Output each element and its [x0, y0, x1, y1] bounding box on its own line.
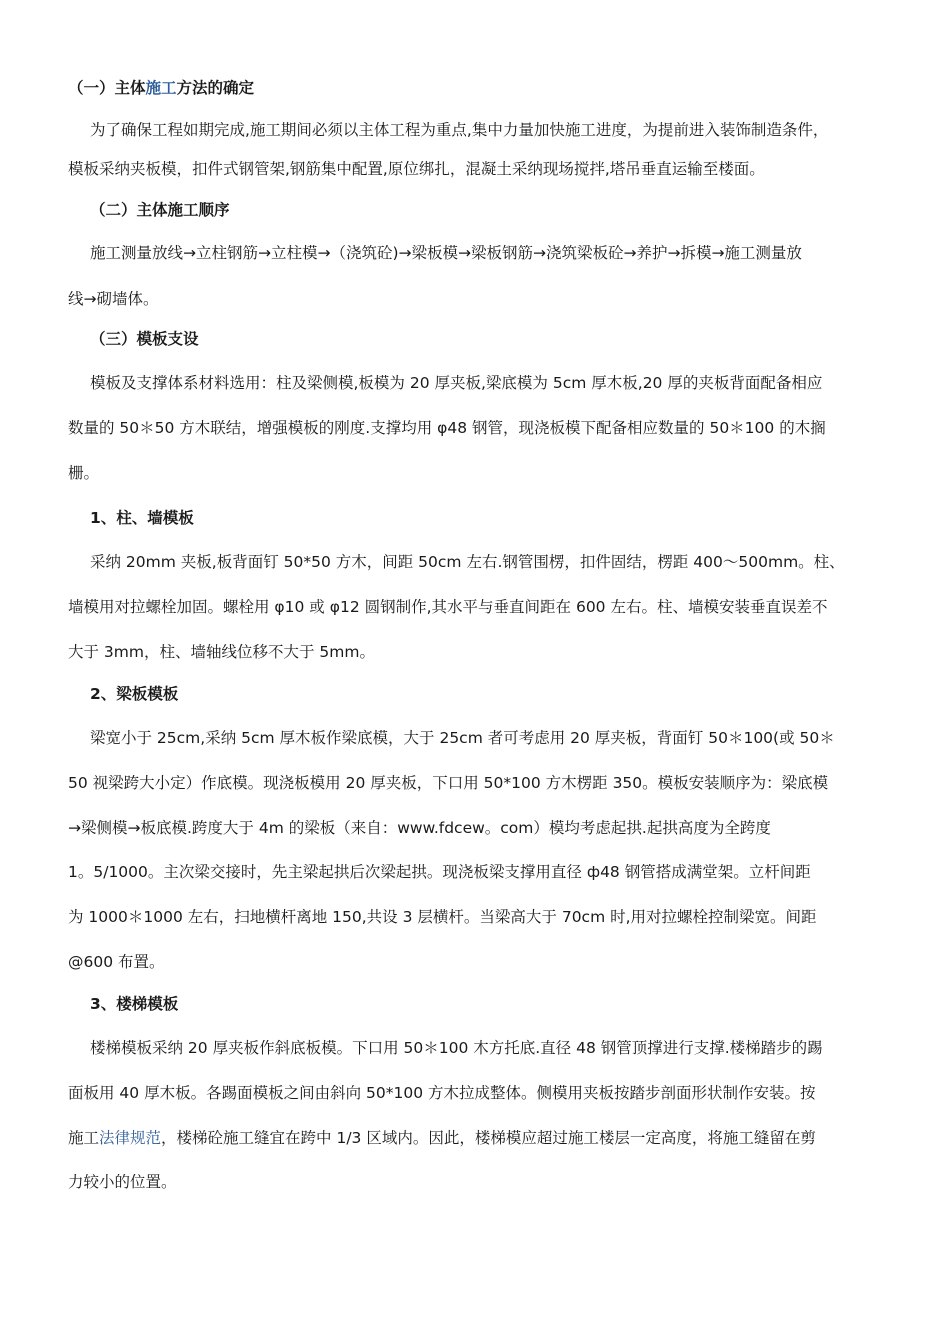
paragraph-line: 为了确保工程如期完成,施工期间必须以主体工程为重点,集中力量加快施工进度，为提前进入装饰制造条件， [90, 121, 829, 139]
heading-link[interactable]: 施工 [145, 79, 177, 97]
paragraph-line: 大于 3mm，柱、墙轴线位移不大于 5mm。 [68, 643, 375, 661]
paragraph-line: 线→砌墙体。 [68, 290, 159, 308]
heading-text: 方法的确定 [176, 79, 255, 97]
paragraph-text: 施工 [68, 1129, 100, 1147]
paragraph-line: 梁宽小于 25cm,采纳 5cm 厚木板作梁底模，大于 25cm 者可考虑用 20 厚夹板，背面钉 50＊100(或 50＊ [90, 729, 835, 747]
section-heading-2: （二）主体施工顺序 [90, 201, 230, 219]
paragraph-text: ，楼梯砼施工缝宜在跨中 1/3 区域内。因此，楼梯模应超过施工楼层一定高度，将施工缝留在剪 [161, 1129, 816, 1147]
paragraph-line: 50 视梁跨大小定）作底模。现浇板模用 20 厚夹板，下口用 50*100 方木楞距 350。模板安装顺序为：梁底模 [68, 774, 829, 792]
paragraph-line: 面板用 40 厚木板。各踢面模板之间由斜向 50*100 方木拉成整体。侧模用夹板按踏步剖面形状制作安装。按 [68, 1084, 816, 1102]
subsection-heading-1: 1、柱、墙模板 [90, 509, 194, 527]
law-standard-link[interactable]: 法律规范 [99, 1129, 162, 1147]
paragraph-line: 模板采纳夹板模，扣件式钢管架,钢筋集中配置,原位绑扎，混凝土采纳现场搅拌,塔吊垂直运输至楼面。 [68, 160, 765, 178]
paragraph-line: 1。5/1000。主次梁交接时，先主梁起拱后次梁起拱。现浇板梁支撑用直径 ф48 钢管搭成满堂架。立杆间距 [68, 863, 811, 881]
paragraph-line: 模板及支撑体系材料选用：柱及梁侧模,板模为 20 厚夹板,梁底模为 5cm 厚木板,20 厚的夹板背面配备相应 [90, 374, 823, 392]
paragraph-line: 施工测量放线→立柱钢筋→立柱模→（浇筑砼)→梁板模→梁板钢筋→浇筑梁板砼→养护→拆模→施工测量放 [90, 244, 802, 262]
paragraph-line: 为 1000＊1000 左右，扫地横杆离地 150,共设 3 层横杆。当梁高大于 70cm 时,用对拉螺栓控制梁宽。间距 [68, 908, 817, 926]
subsection-heading-2: 2、梁板模板 [90, 685, 179, 703]
paragraph-line: 采纳 20mm 夹板,板背面钉 50*50 方木，间距 50cm 左右.钢管围楞，扣件固结，楞距 400～500mm。柱、 [90, 553, 845, 571]
subsection-heading-3: 3、楼梯模板 [90, 995, 179, 1013]
heading-text: （一）主体 [68, 79, 146, 97]
section-heading-3: （三）模板支设 [90, 330, 199, 348]
paragraph-line: 栅。 [68, 464, 100, 482]
paragraph-line: 墙模用对拉螺栓加固。螺栓用 φ10 或 φ12 圆钢制作,其水平与垂直间距在 600 左右。柱、墙模安装垂直误差不 [68, 598, 828, 616]
section-heading-1 [68, 77, 888, 99]
paragraph-line: 楼梯模板采纳 20 厚夹板作斜底板模。下口用 50＊100 木方托底.直径 48 钢管顶撑进行支撑.楼梯踏步的踢 [90, 1039, 823, 1057]
paragraph-line: @600 布置。 [68, 953, 165, 971]
paragraph-line [68, 1127, 888, 1149]
paragraph-line: 数量的 50＊50 方木联结，增强模板的刚度.支撑均用 φ48 钢管，现浇板模下配备相应数量的 50＊100 的木搁 [68, 419, 826, 437]
paragraph-line: →梁侧模→板底模.跨度大于 4m 的梁板（来自：www.fdcew。com）模均考虑起拱.起拱高度为全跨度 [68, 819, 771, 837]
paragraph-line: 力较小的位置。 [68, 1173, 177, 1191]
